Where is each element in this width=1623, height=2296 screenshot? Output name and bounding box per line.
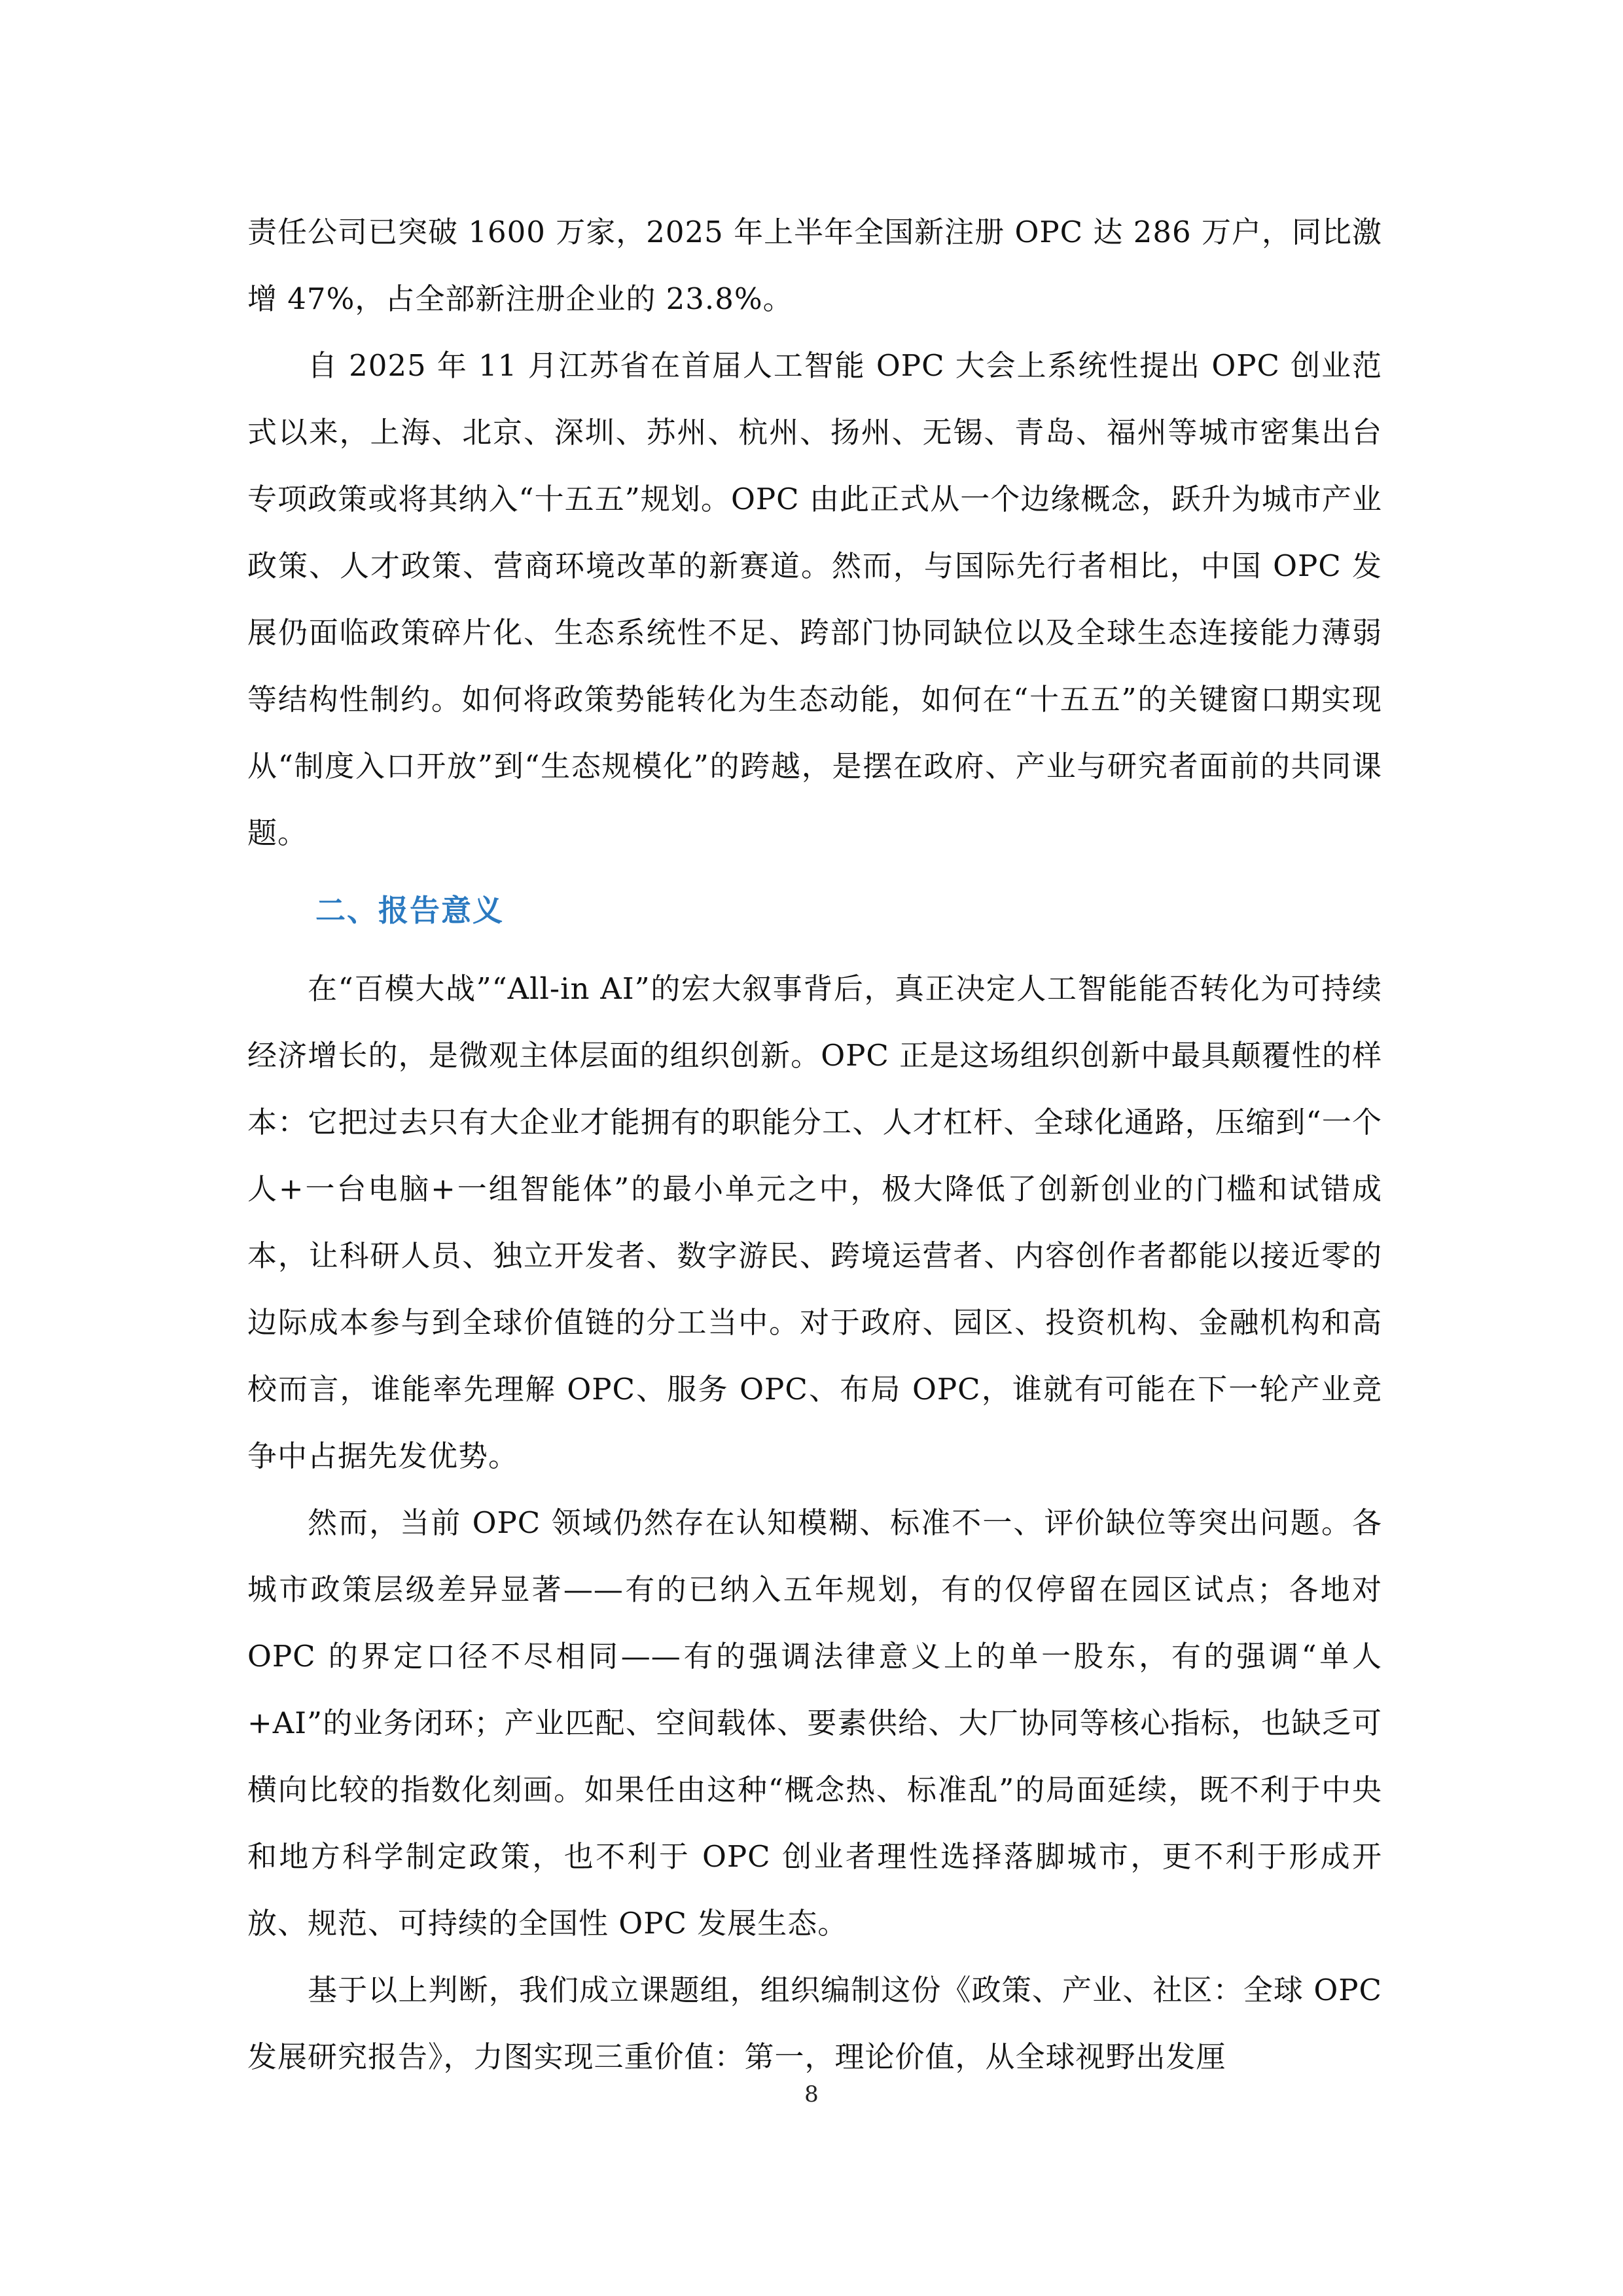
paragraph-organizational-innovation: 在“百模大战”“All-in AI”的宏大叙事背后，真正决定人工智能能否转化为可持续经济增长的，是微观主体层面的组织创新。OPC 正是这场组织创新中最具颠覆性的样本：它把过去只有大企业才能拥有的职能分工、人才杠杆、全球化通路，压缩到“一个人+一台电脑+一组智能体”的最小单元之中，极大降低了创新创业的门槛和试错成本，让科研人员、独立开发者、数字游民、跨境运营者、内容创作者都能以接近零的边际成本参与到全球价值链的分工当中。对于政府、园区、投资机构、金融机构和高校而言，谁能率先理解 OPC、服务 OPC、布局 OPC，谁就有可能在下一轮产业竞争中占据先发优势。 (247, 971, 1382, 1473)
page-body (247, 199, 1382, 2090)
page-number: 8 (804, 2081, 819, 2108)
paragraph-policy-context: 自 2025 年 11 月江苏省在首届人工智能 OPC 大会上系统性提出 OPC 创业范式以来，上海、北京、深圳、苏州、杭州、扬州、无锡、青岛、福州等城市密集出台专项政策或将其纳入“十五五”规划。OPC 由此正式从一个边缘概念，跃升为城市产业政策、人才政策、营商环境改革的新赛道。然而，与国际先行者相比，中国 OPC 发展仍面临政策碎片化、生态系统性不足、跨部门协同缺位以及全球生态连接能力薄弱等结构性制约。如何将政策势能转化为生态动能，如何在“十五五”的关键窗口期实现从“制度入口开放”到“生态规模化”的跨越，是摆在政府、产业与研究者面前的共同课题。 (247, 348, 1382, 850)
paragraph-current-problems: 然而，当前 OPC 领域仍然存在认知模糊、标准不一、评价缺位等突出问题。各城市政策层级差异显著——有的已纳入五年规划，有的仅停留在园区试点；各地对 OPC 的界定口径不尽相同——有的强调法律意义上的单一股东，有的强调“单人+AI”的业务闭环；产业匹配、空间载体、要素供给、大厂协同等核心指标，也缺乏可横向比较的指数化刻画。如果任由这种“概念热、标准乱”的局面延续，既不利于中央和地方科学制定政策，也不利于 OPC 创业者理性选择落脚城市，更不利于形成开放、规范、可持续的全国性 OPC 发展生态。 (247, 1505, 1382, 1941)
section-heading-report-significance: 二、报告意义 (315, 893, 504, 928)
paragraph-continued: 责任公司已突破 1600 万家，2025 年上半年全国新注册 OPC 达 286 万户，同比激增 47%，占全部新注册企业的 23.8%。 (247, 215, 1382, 316)
paragraph-report-purpose: 基于以上判断，我们成立课题组，组织编制这份《政策、产业、社区：全球 OPC 发展研究报告》，力图实现三重价值：第一，理论价值，从全球视野出发厘 (247, 1973, 1382, 2074)
